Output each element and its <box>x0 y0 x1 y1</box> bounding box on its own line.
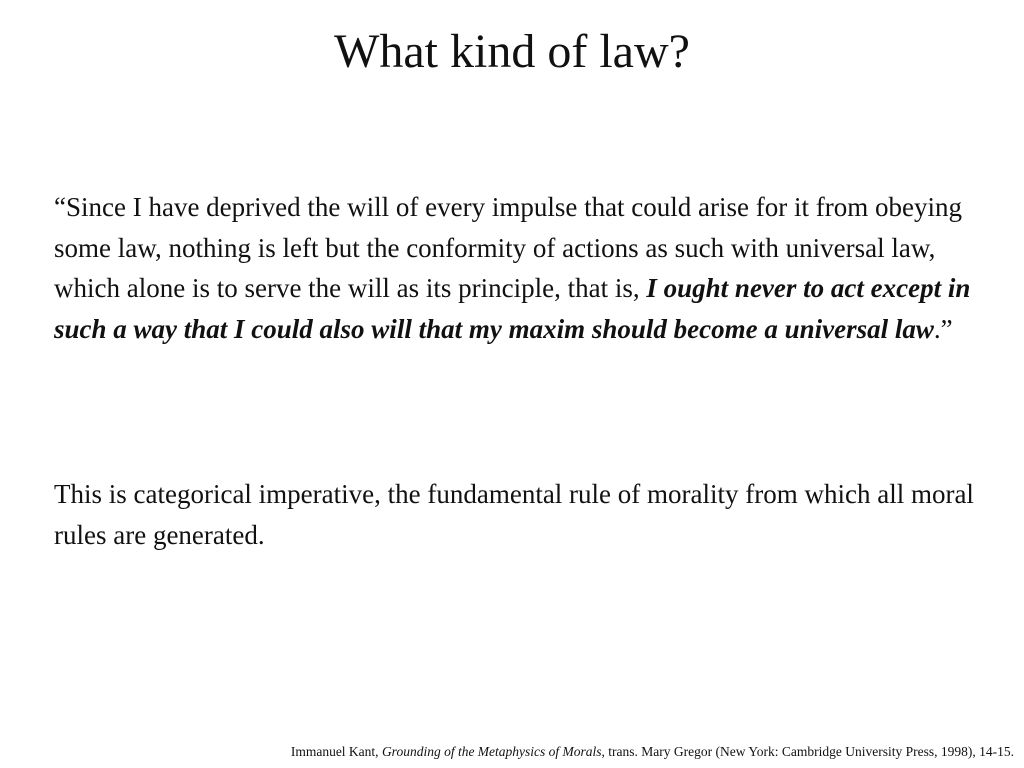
citation <box>291 743 1014 761</box>
categorical-imperative-statement: This is categorical imperative, the fundamental rule of morality from which all moral rules are generated. <box>54 479 974 550</box>
quote-close-mark: ” <box>940 313 953 344</box>
slide-title: What kind of law? <box>334 25 690 78</box>
quote-text: Since I have deprived the will of every impulse that could arise for it from obeying some law, nothing is left but the conformity of actions as such with universal law, which alone is to serve the will as its principle, that is, <box>54 192 962 303</box>
quote-open-mark: “ <box>54 192 66 222</box>
kant-quote <box>54 187 984 349</box>
quote-emphasis: I ought never to act except in such a way that I could also will that my maxim should become a universal law <box>54 273 971 344</box>
citation-details: , trans. Mary Gregor (New York: Cambridge University Press, 1998), 14-15. <box>601 744 1014 759</box>
citation-author: Immanuel Kant, <box>290 744 382 759</box>
citation-work-title: Grounding of the Metaphysics of Morals <box>381 744 602 759</box>
quote-period: . <box>933 313 941 344</box>
